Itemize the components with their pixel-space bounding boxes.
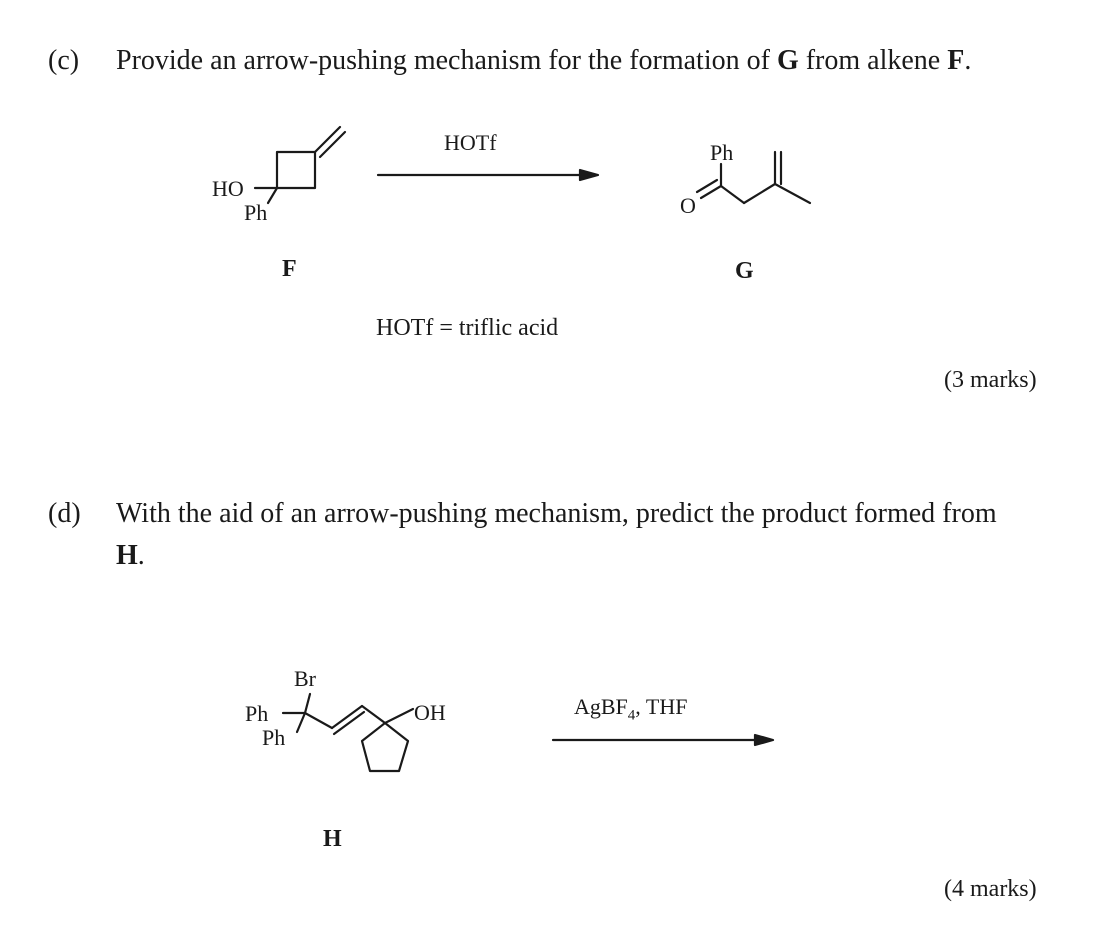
part-c-number: (c) [48,45,80,76]
reagent-subscript: 4 [627,707,636,724]
reagent-hotf: HOTf [444,130,497,155]
part-c-marks: (3 marks) [944,367,1037,393]
part-d-number: (d) [48,498,81,529]
structure-h-label: H [323,826,342,852]
structure-h-ph2-label: Ph [262,725,286,750]
structure-g-label: G [735,258,754,284]
reagent-thf-text: , THF [635,694,688,719]
structure-f-ph-label: Ph [244,200,268,225]
part-d-start-ref: H [116,540,138,571]
structure-h-oh-label: OH [414,700,446,725]
structure-h-br-label: Br [294,666,316,691]
structure-f-label: F [282,256,297,282]
structure-g-ph-label: Ph [710,140,734,165]
part-d-text-end: . [137,540,145,571]
part-d-marks: (4 marks) [944,876,1037,902]
hotf-note: HOTf = triflic acid [376,315,559,341]
part-d-question: With the aid of an arrow-pushing mechanism, predict the product formed from [116,498,997,529]
structure-h-ph1-label: Ph [245,701,269,726]
part-c-text-end: . [964,45,972,76]
structure-f-oh-label: HO [212,176,244,201]
structure-g-o-label: O [680,193,696,218]
part-c-product-ref: G [776,45,799,76]
reagent-agbf-text: AgBF [574,694,628,719]
part-c-text-middle: from alkene [798,45,948,76]
part-c-start-ref: F [947,45,965,76]
part-c-text-before: Provide an arrow-pushing mechanism for the formation of [116,45,777,76]
